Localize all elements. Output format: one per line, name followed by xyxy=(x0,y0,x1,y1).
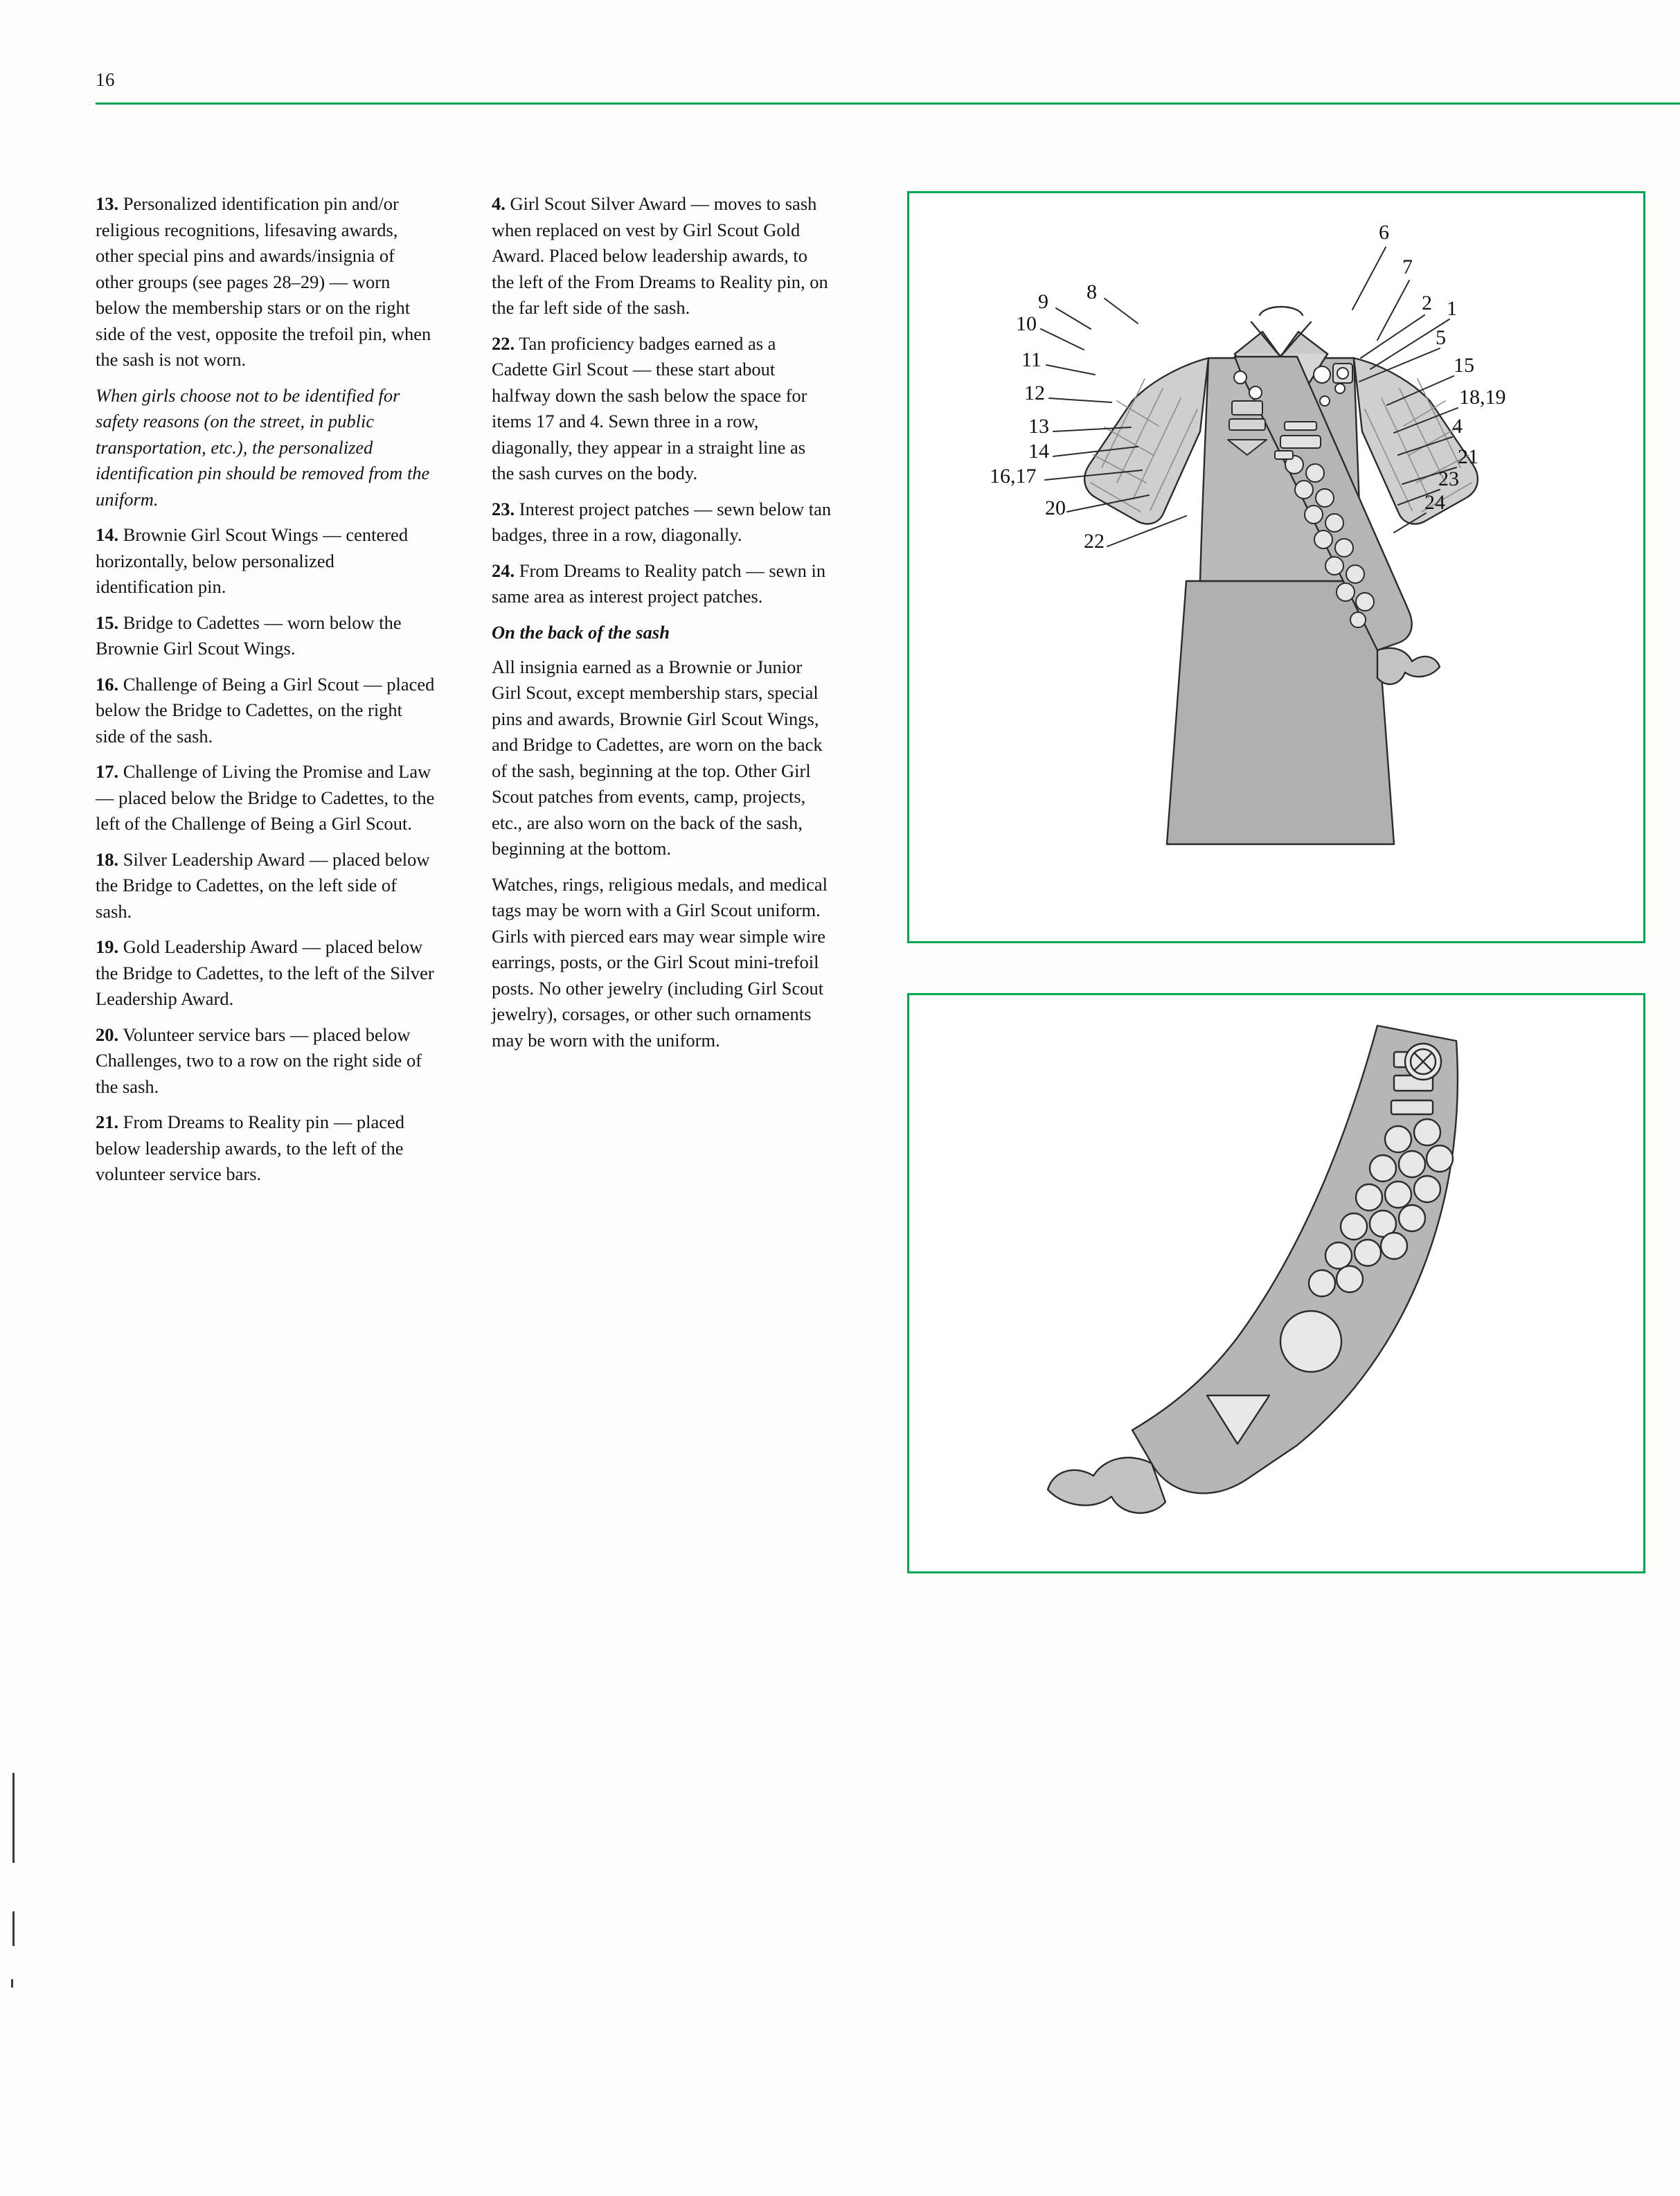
callout-7: 7 xyxy=(1402,256,1413,278)
callout-24: 24 xyxy=(1424,491,1445,514)
callout-21: 21 xyxy=(1458,445,1478,468)
item-text: Watches, rings, religious medals, and medical tags may be worn with a Girl Scout uniform. Girls with pierced ears may wear simple wire earrings, posts, or the Girl Scout mini-trefoil posts. No other jewelry (including Girl Scout jewelry), corsages, or other such ornaments may be worn with the uniform. xyxy=(492,873,828,1051)
paragraph-4 xyxy=(492,191,832,321)
item-number: 19. xyxy=(96,936,119,957)
item-number: 23. xyxy=(492,498,515,519)
header-rule xyxy=(96,102,1680,105)
paragraph-21 xyxy=(96,1109,436,1188)
paragraph-back-insignia xyxy=(492,654,832,862)
item-text: Tan proficiency badges earned as a Cadette Girl Scout — these start about halfway down the sash below the space for items 17 and 4. Sewn three in a row, diagonally, they appear in a straight line as the sash curves on the body. xyxy=(492,332,807,483)
paragraph-safety-note xyxy=(96,383,436,513)
paragraph-14 xyxy=(96,522,436,600)
item-text: From Dreams to Reality patch — sewn in same area as interest project patches. xyxy=(492,560,826,607)
item-text: Volunteer service bars — placed below Challenges, two to a row on the right side of the sash. xyxy=(96,1024,422,1097)
item-number: 24. xyxy=(492,560,515,581)
paragraph-24 xyxy=(492,558,832,610)
item-text: Bridge to Cadettes — worn below the Brownie Girl Scout Wings. xyxy=(96,612,402,659)
uniform-illustration xyxy=(909,193,1643,941)
item-number: 22. xyxy=(492,332,515,354)
margin-tick xyxy=(11,1979,13,1988)
item-number: 16. xyxy=(96,673,119,695)
paragraph-16 xyxy=(96,672,436,750)
item-text: From Dreams to Reality pin — placed below leadership awards, to the left of the volunteer service bars. xyxy=(96,1112,404,1184)
callout-10: 10 xyxy=(1016,312,1037,335)
callout-16-17: 16,17 xyxy=(990,465,1037,488)
callout-12: 12 xyxy=(1024,382,1045,404)
paragraph-13 xyxy=(96,191,436,373)
item-number: 17. xyxy=(96,761,119,782)
item-number: 18. xyxy=(96,848,119,870)
item-number: 13. xyxy=(96,193,119,214)
item-text: Silver Leadership Award — placed below the Bridge to Cadettes, on the left side of sash. xyxy=(96,848,430,922)
callout-2: 2 xyxy=(1422,292,1432,314)
paragraph-22 xyxy=(492,331,832,487)
item-text: Gold Leadership Award — placed below the Bridge to Cadettes, to the left of the Silver Leadership Award. xyxy=(96,936,434,1009)
paragraph-19 xyxy=(96,934,436,1012)
paragraph-18 xyxy=(96,847,436,925)
item-text: Personalized identification pin and/or religious recognitions, lifesaving awards, other special pins and awards/insignia of other groups (see pages 28–29) — worn below the membership stars or on the right side of the vest, opposite the trefoil pin, when the sash is not worn. xyxy=(96,193,431,370)
item-number: 21. xyxy=(96,1112,119,1132)
sash-illustration xyxy=(909,995,1643,1571)
callout-11: 11 xyxy=(1021,348,1042,371)
figure-sash-back xyxy=(907,993,1645,1573)
callout-18-19: 18,19 xyxy=(1459,386,1506,409)
item-text: All insignia earned as a Brownie or Junior Girl Scout, except membership stars, special pins and awards, Brownie Girl Scout Wings, and Bridge to Cadettes, are worn on the back of the sash, beginning at the top. Other Girl Scout patches from events, camp, projects, etc., are also worn on the back of the sash, beginning at the bottom. xyxy=(492,656,823,859)
callout-5: 5 xyxy=(1436,326,1446,349)
callout-8: 8 xyxy=(1087,280,1097,303)
item-text: Brownie Girl Scout Wings — centered horizontally, below personalized identification pin. xyxy=(96,524,409,597)
item-number: 4. xyxy=(492,193,506,214)
page-number: 16 xyxy=(96,69,115,90)
callout-6: 6 xyxy=(1379,221,1389,244)
callout-9: 9 xyxy=(1038,290,1048,313)
item-text: Challenge of Living the Promise and Law — placed below the Bridge to Cadettes, to the left of the Challenge of Being a Girl Scout. xyxy=(96,761,435,834)
callout-14: 14 xyxy=(1028,440,1049,463)
callout-23: 23 xyxy=(1438,467,1459,490)
item-number: 15. xyxy=(96,612,119,633)
margin-tick xyxy=(12,1773,15,1863)
item-number: 20. xyxy=(96,1024,119,1045)
text-column-right xyxy=(492,191,832,1063)
callout-13: 13 xyxy=(1028,415,1049,438)
callout-1: 1 xyxy=(1447,297,1457,320)
callout-22: 22 xyxy=(1084,530,1105,553)
item-text: Interest project patches — sewn below tan badges, three in a row, diagonally. xyxy=(492,498,832,545)
text-column-left xyxy=(96,191,436,1197)
paragraph-17 xyxy=(96,759,436,837)
section-heading-back-of-sash: On the back of the sash xyxy=(492,621,670,643)
paragraph-23 xyxy=(492,497,832,548)
paragraph-jewelry xyxy=(492,872,832,1054)
callout-15: 15 xyxy=(1454,354,1474,377)
item-text: Challenge of Being a Girl Scout — placed below the Bridge to Cadettes, on the right side of the sash. xyxy=(96,673,435,747)
item-text: When girls choose not to be identified for safety reasons (on the street, in public transportation, etc.), the personalized identification pin should be removed from the uniform. xyxy=(96,384,430,510)
callout-4: 4 xyxy=(1452,415,1463,438)
margin-tick xyxy=(12,1911,15,1946)
paragraph-15 xyxy=(96,610,436,662)
paragraph-20 xyxy=(96,1022,436,1100)
figure-uniform-front xyxy=(907,191,1645,943)
item-number: 14. xyxy=(96,524,119,545)
item-text: Girl Scout Silver Award — moves to sash when replaced on vest by Girl Scout Gold Award. Placed below leadership awards, to the left of the From Dreams to Reality pin, on the far left side of the sash. xyxy=(492,193,828,318)
callout-20: 20 xyxy=(1045,497,1066,519)
